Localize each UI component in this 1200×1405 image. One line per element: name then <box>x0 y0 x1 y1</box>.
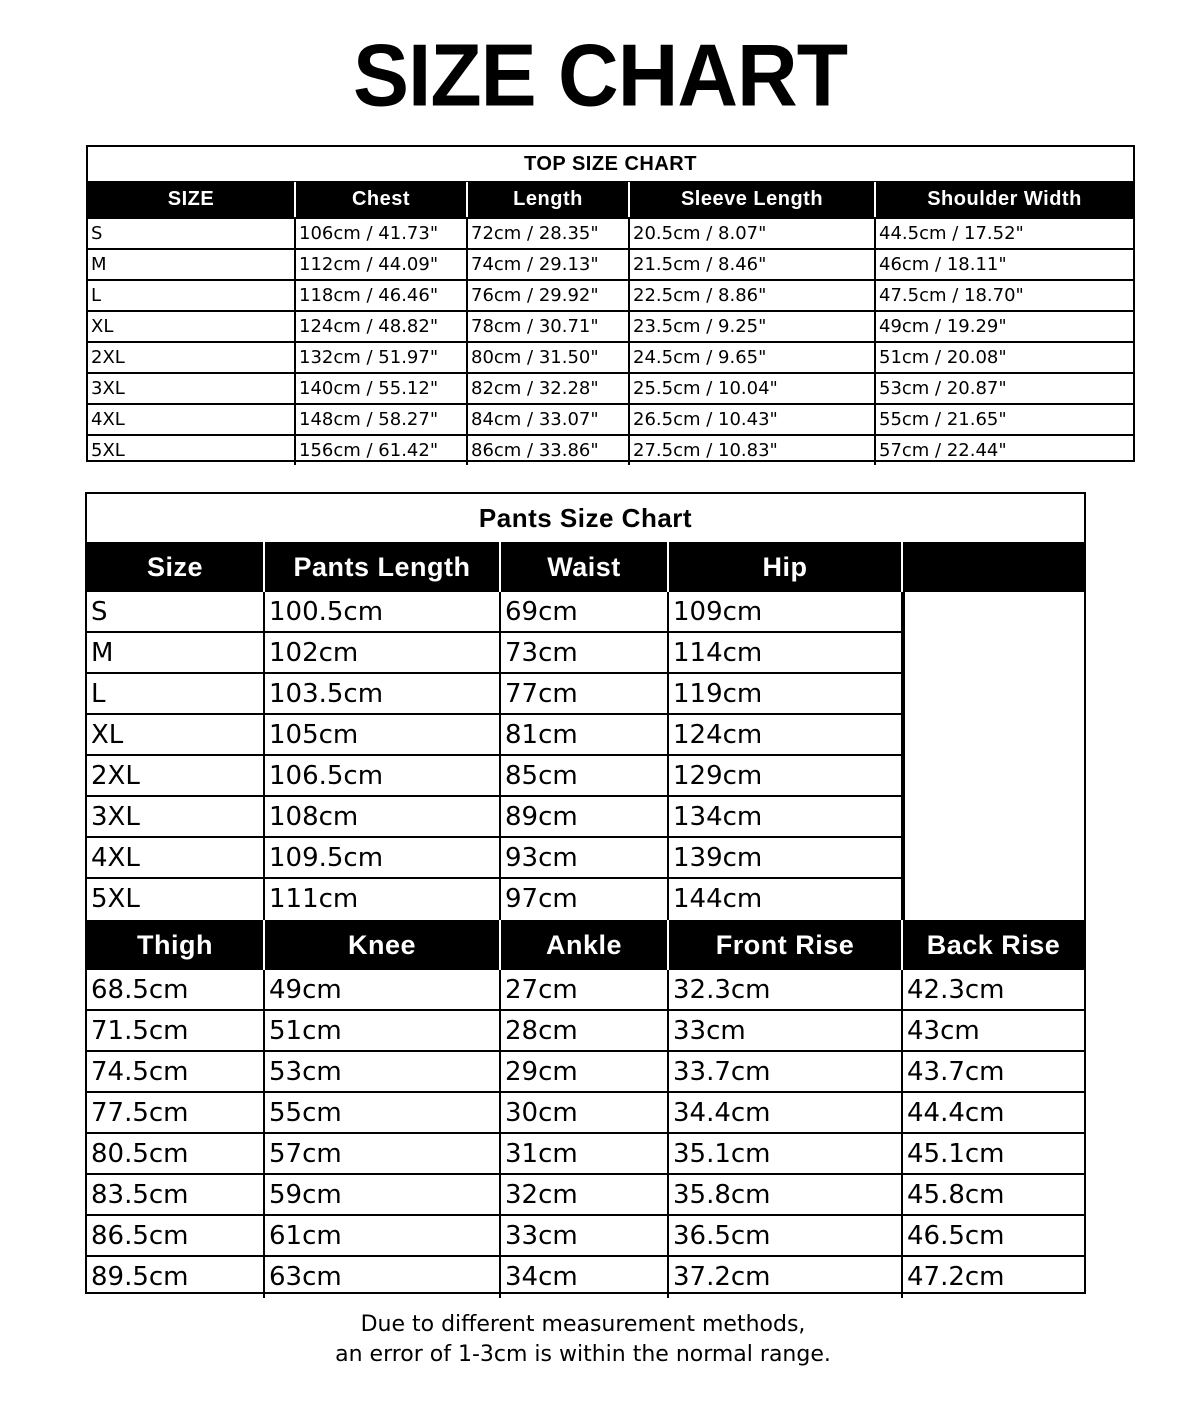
table-cell: L <box>87 674 265 713</box>
table-cell: 30cm <box>501 1093 669 1132</box>
pants-size-chart <box>85 492 1086 1294</box>
table-cell: 83.5cm <box>87 1175 265 1214</box>
table-cell: 28cm <box>501 1011 669 1050</box>
table-cell: S <box>87 592 265 631</box>
table-row <box>87 1052 1084 1093</box>
table-cell: 111cm <box>265 879 501 920</box>
table-cell: 53cm <box>265 1052 501 1091</box>
table-cell: 3XL <box>88 374 296 403</box>
table-row <box>88 248 1133 279</box>
table-cell: 25.5cm / 10.04" <box>630 374 876 403</box>
table-cell: 33.7cm <box>669 1052 903 1091</box>
table-row <box>87 1011 1084 1052</box>
header-size: SIZE <box>88 182 296 217</box>
table-cell: 69cm <box>501 592 669 631</box>
table-row <box>87 1134 1084 1175</box>
table-row <box>88 341 1133 372</box>
pants-header-1 <box>87 542 1084 592</box>
table-row <box>87 1093 1084 1134</box>
table-cell: 49cm <box>265 970 501 1009</box>
table-cell: 34cm <box>501 1257 669 1298</box>
table-row <box>87 1175 1084 1216</box>
table-cell: 119cm <box>669 674 903 713</box>
table-cell: 46.5cm <box>907 1221 1005 1251</box>
header-blank <box>903 542 1084 592</box>
table-cell: 144cm <box>669 879 903 920</box>
table-cell: 27cm <box>501 970 669 1009</box>
table-cell: 118cm / 46.46" <box>296 281 468 310</box>
table-cell: 45.1cm <box>907 1139 1005 1169</box>
header-waist: Waist <box>501 542 669 592</box>
note-line-1: Due to different measurement methods, <box>360 1312 806 1337</box>
table-cell: 134cm <box>669 797 903 836</box>
header-thigh: Thigh <box>87 920 265 970</box>
table-cell: L <box>88 281 296 310</box>
table-cell: 139cm <box>669 838 903 877</box>
table-cell: 109.5cm <box>265 838 501 877</box>
table-cell: 44.4cm <box>907 1098 1005 1128</box>
top-chart-header <box>88 182 1133 217</box>
header-ankle: Ankle <box>501 920 669 970</box>
table-cell: 89.5cm <box>87 1257 265 1298</box>
table-cell: 77cm <box>501 674 669 713</box>
table-cell: 32.3cm <box>669 970 903 1009</box>
table-cell: 26.5cm / 10.43" <box>630 405 876 434</box>
table-cell: 49cm / 19.29" <box>879 316 1007 337</box>
table-cell: 106cm / 41.73" <box>296 219 468 248</box>
table-cell: 31cm <box>501 1134 669 1173</box>
top-chart-rows <box>88 217 1133 465</box>
table-cell: 85cm <box>501 756 669 795</box>
pants-header-2 <box>87 920 1084 970</box>
table-cell: 44.5cm / 17.52" <box>879 223 1024 244</box>
table-cell: 23.5cm / 9.25" <box>630 312 876 341</box>
table-cell: 78cm / 30.71" <box>468 312 630 341</box>
pants-rows-2 <box>87 970 1084 1298</box>
table-cell: 97cm <box>501 879 669 920</box>
table-cell: 43.7cm <box>907 1057 1005 1087</box>
table-cell: 76cm / 29.92" <box>468 281 630 310</box>
table-row <box>87 1216 1084 1257</box>
table-cell: 129cm <box>669 756 903 795</box>
table-cell: 86.5cm <box>87 1216 265 1255</box>
table-cell: 2XL <box>87 756 265 795</box>
table-cell: M <box>87 633 265 672</box>
table-row <box>88 372 1133 403</box>
table-cell: 82cm / 32.28" <box>468 374 630 403</box>
table-row <box>88 403 1133 434</box>
table-cell: 102cm <box>265 633 501 672</box>
table-cell: 51cm <box>265 1011 501 1050</box>
table-cell: 124cm / 48.82" <box>296 312 468 341</box>
table-cell: M <box>88 250 296 279</box>
top-size-chart <box>86 145 1135 462</box>
table-cell: 36.5cm <box>669 1216 903 1255</box>
header-size: Size <box>87 542 265 592</box>
table-cell: 89cm <box>501 797 669 836</box>
table-cell: 81cm <box>501 715 669 754</box>
table-cell: 112cm / 44.09" <box>296 250 468 279</box>
pants-rows-1 <box>87 592 1084 920</box>
table-cell: 57cm / 22.44" <box>879 440 1007 461</box>
table-cell: 5XL <box>87 879 265 920</box>
table-cell: 22.5cm / 8.86" <box>630 281 876 310</box>
table-cell: 47.2cm <box>907 1262 1005 1292</box>
table-cell: 20.5cm / 8.07" <box>630 219 876 248</box>
table-row <box>88 310 1133 341</box>
table-cell: 63cm <box>265 1257 501 1298</box>
table-cell: 109cm <box>669 592 903 631</box>
page-title: SIZE CHART <box>353 25 847 125</box>
table-row <box>88 217 1133 248</box>
table-cell: 37.2cm <box>669 1257 903 1298</box>
table-cell: 5XL <box>88 436 296 465</box>
table-cell: 148cm / 58.27" <box>296 405 468 434</box>
table-cell: 4XL <box>87 838 265 877</box>
blank-column <box>903 592 1084 920</box>
header-back-rise: Back Rise <box>926 929 1061 960</box>
table-cell: 80cm / 31.50" <box>468 343 630 372</box>
table-cell: 55cm / 21.65" <box>879 409 1007 430</box>
table-cell: 21.5cm / 8.46" <box>630 250 876 279</box>
table-cell: S <box>88 219 296 248</box>
table-cell: 32cm <box>501 1175 669 1214</box>
table-cell: 114cm <box>669 633 903 672</box>
table-row <box>88 434 1133 465</box>
table-cell: 33cm <box>669 1011 903 1050</box>
header-knee: Knee <box>265 920 501 970</box>
table-cell: 45.8cm <box>907 1180 1005 1210</box>
table-cell: 124cm <box>669 715 903 754</box>
table-cell: 132cm / 51.97" <box>296 343 468 372</box>
top-chart-title: TOP SIZE CHART <box>88 147 1133 182</box>
header-length: Length <box>468 182 630 217</box>
table-cell: 47.5cm / 18.70" <box>879 285 1024 306</box>
table-row <box>87 1257 1084 1298</box>
table-cell: 4XL <box>88 405 296 434</box>
table-cell: 34.4cm <box>669 1093 903 1132</box>
table-cell: 59cm <box>265 1175 501 1214</box>
table-cell: 86cm / 33.86" <box>468 436 630 465</box>
table-row <box>87 970 1084 1011</box>
pants-chart-title: Pants Size Chart <box>478 503 693 533</box>
table-cell: 33cm <box>501 1216 669 1255</box>
header-hip: Hip <box>669 542 903 592</box>
table-cell: 2XL <box>88 343 296 372</box>
table-cell: 103.5cm <box>265 674 501 713</box>
table-cell: 84cm / 33.07" <box>468 405 630 434</box>
table-cell: 61cm <box>265 1216 501 1255</box>
table-cell: 35.1cm <box>669 1134 903 1173</box>
table-cell: 74cm / 29.13" <box>468 250 630 279</box>
header-chest: Chest <box>296 182 468 217</box>
table-cell: 100.5cm <box>265 592 501 631</box>
header-shoulder-width: Shoulder Width <box>927 188 1082 210</box>
table-cell: 43cm <box>907 1016 980 1046</box>
table-cell: 71.5cm <box>87 1011 265 1050</box>
table-cell: 156cm / 61.42" <box>296 436 468 465</box>
table-cell: 24.5cm / 9.65" <box>630 343 876 372</box>
table-cell: 72cm / 28.35" <box>468 219 630 248</box>
header-front-rise: Front Rise <box>669 920 903 970</box>
header-pants-length: Pants Length <box>265 542 501 592</box>
table-cell: 27.5cm / 10.83" <box>630 436 876 465</box>
table-cell: 42.3cm <box>907 975 1005 1005</box>
table-row <box>88 279 1133 310</box>
table-cell: 80.5cm <box>87 1134 265 1173</box>
table-cell: 93cm <box>501 838 669 877</box>
table-cell: 46cm / 18.11" <box>879 254 1007 275</box>
table-cell: 140cm / 55.12" <box>296 374 468 403</box>
header-sleeve-length: Sleeve Length <box>630 182 876 217</box>
table-cell: 77.5cm <box>87 1093 265 1132</box>
note-line-2: an error of 1-3cm is within the normal range. <box>335 1342 831 1367</box>
table-cell: 68.5cm <box>87 970 265 1009</box>
table-cell: 35.8cm <box>669 1175 903 1214</box>
table-cell: XL <box>88 312 296 341</box>
table-cell: 73cm <box>501 633 669 672</box>
table-cell: 74.5cm <box>87 1052 265 1091</box>
table-cell: 55cm <box>265 1093 501 1132</box>
measurement-note <box>0 1310 1166 1370</box>
table-cell: 51cm / 20.08" <box>879 347 1007 368</box>
table-cell: 57cm <box>265 1134 501 1173</box>
table-cell: 108cm <box>265 797 501 836</box>
table-cell: 105cm <box>265 715 501 754</box>
table-cell: 106.5cm <box>265 756 501 795</box>
table-cell: 53cm / 20.87" <box>879 378 1007 399</box>
table-cell: 3XL <box>87 797 265 836</box>
table-cell: XL <box>87 715 265 754</box>
table-cell: 29cm <box>501 1052 669 1091</box>
